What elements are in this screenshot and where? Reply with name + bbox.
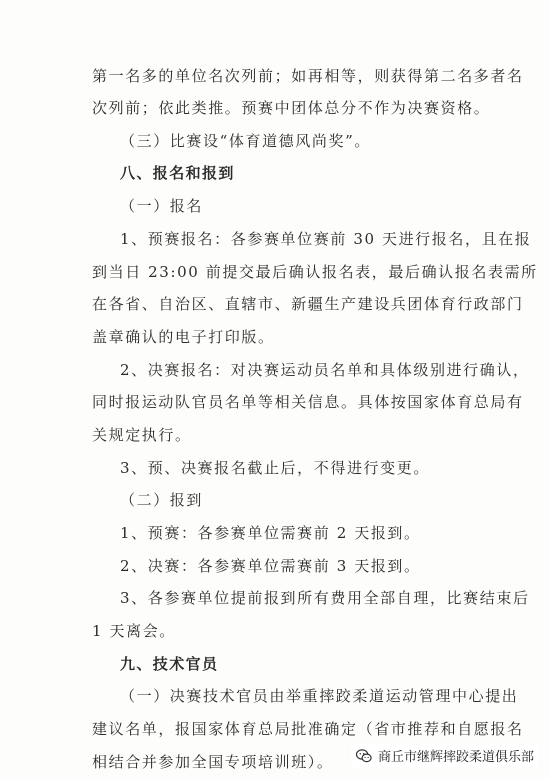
section-heading: 八、报名和报到 [120, 164, 235, 182]
wechat-icon [355, 747, 373, 765]
subsection-heading: （一）报名 [120, 197, 204, 215]
text-line: 同时报运动队官员名单等相关信息。具体按国家体育总局有 [92, 393, 524, 411]
text-line: 到当日 23:00 前提交最后确认报名表，最后确认报名表需所 [92, 263, 538, 281]
text-line: 1 天离会。 [92, 622, 176, 640]
text-line: 在各省、自治区、直辖市、新疆生产建设兵团体育行政部门 [92, 295, 524, 313]
text-line: 1、预赛报名：各参赛单位赛前 30 天进行报名，且在报 [120, 230, 532, 248]
text-line: （三）比赛设“体育道德风尚奖”。 [120, 132, 371, 150]
text-line: 盖章确认的电子打印版。 [92, 328, 275, 346]
text-line: 3、预、决赛报名截止后，不得进行变更。 [120, 459, 430, 477]
text-line: 第一名多的单位名次列前；如再相等，则获得第二名多者名 [92, 67, 524, 85]
text-line: 2、决赛报名：对决赛运动员名单和具体级别进行确认， [120, 361, 530, 379]
text-line: 1、预赛：各参赛单位需赛前 2 天报到。 [120, 524, 421, 542]
wechat-watermark [351, 744, 538, 767]
text-line: 关规定执行。 [92, 426, 192, 444]
text-line: 3、各参赛单位提前报到所有费用全部自理，比赛结束后 [120, 589, 530, 607]
section-heading: 九、技术官员 [120, 655, 219, 673]
subsection-heading: （二）报到 [120, 491, 204, 509]
text-line: 次列前；依此类推。预赛中团体总分不作为决赛资格。 [92, 99, 491, 117]
text-line: 2、决赛：各参赛单位需赛前 3 天报到。 [120, 557, 421, 575]
text-line: 建议名单，报国家体育总局批准确定（省市推荐和自愿报名 [92, 720, 524, 738]
watermark-text: 商丘市继辉摔跤柔道俱乐部 [377, 750, 534, 765]
text-line: 相结合并参加全国专项培训班）。 [92, 753, 334, 771]
text-line: （一）决赛技术官员由举重摔跤柔道运动管理中心提出 [120, 687, 519, 705]
